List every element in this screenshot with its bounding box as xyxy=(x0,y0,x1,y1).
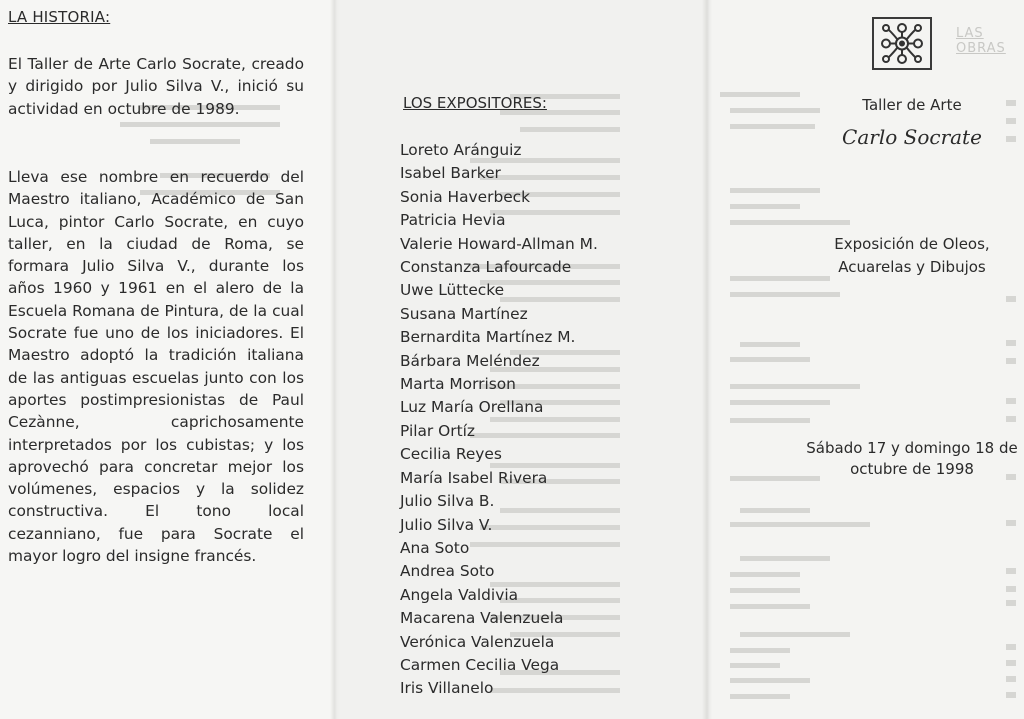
exhibitor-name: Verónica Valenzuela xyxy=(400,632,555,651)
exhibitor-name: María Isabel Rivera xyxy=(400,468,548,487)
history-paragraph-2: Lleva ese nombre en recuerdo del Maestro italiano, Académico de San Luca, pintor Carlo Socrate, en cuyo taller, en la ciudad de Roma, se formara Julio Silva V., durante los años 1960 y 1961 en el alero de la Escuela Romana de Pintura, de la cual Socrate fue uno de los iniciadores. El Maestro adoptó la tradición italiana de las antiguas escuelas junto con los aportes postimpresionistas de Paul Cezànne, caprichosamente interpretados por los cubistas; y los aprovechó para concretar mejor los volúmenes, espacios y la solidez constructiva. El tono local cezanniano, fue para Socrate el mayor logro del insigne francés. xyxy=(8,168,304,566)
exhibitor-name: Susana Martínez xyxy=(400,304,528,323)
history-paragraph-1: El Taller de Arte Carlo Socrate, creado y dirigido por Julio Silva V., inició su actividad en octubre de 1989. xyxy=(8,55,304,118)
exhibitor-name: Valerie Howard-Allman M. xyxy=(400,234,598,253)
exhibition-title-line-1: Exposición de Oleos, xyxy=(834,235,990,253)
exhibitor-name: Andrea Soto xyxy=(400,562,495,581)
exhibitor-name: Iris Villanelo xyxy=(400,679,494,698)
exhibitors-heading: LOS EXPOSITORES: xyxy=(403,94,547,112)
exhibition-date-line-1: Sábado 17 y domingo 18 de xyxy=(806,439,1018,457)
exhibitor-name: Bernardita Martínez M. xyxy=(400,328,576,347)
exhibitor-name: Macarena Valenzuela xyxy=(400,609,564,628)
exhibition-title-line-2: Acuarelas y Dibujos xyxy=(838,258,986,276)
history-heading: LA HISTORIA: xyxy=(8,8,111,26)
exhibitor-name: Ana Soto xyxy=(400,538,470,557)
exhibitor-name: Julio Silva V. xyxy=(400,515,493,534)
exhibitor-name: Uwe Lüttecke xyxy=(400,281,505,300)
exhibitor-name: Sonia Haverbeck xyxy=(400,187,531,206)
exhibitor-name: Isabel Barker xyxy=(400,164,501,183)
exhibitor-name: Loreto Aránguiz xyxy=(400,141,522,159)
obras-heading-bleed: LAS OBRAS xyxy=(956,26,1006,56)
exhibitor-name: Patricia Hevia xyxy=(400,211,506,230)
exhibitor-name: Cecilia Reyes xyxy=(400,445,502,464)
workshop-name: Carlo Socrate xyxy=(842,125,982,149)
exhibitor-name: Bárbara Meléndez xyxy=(400,351,540,370)
exhibitor-name: Luz María Orellana xyxy=(400,398,544,417)
exhibitor-name: Julio Silva B. xyxy=(400,492,495,511)
exhibition-date-line-2: octubre de 1998 xyxy=(850,460,974,478)
exhibitor-name: Carmen Cecilia Vega xyxy=(400,655,560,674)
exhibitors-list xyxy=(400,139,598,701)
exhibitor-name: Constanza Lafourcade xyxy=(400,258,572,277)
exhibitor-name: Angela Valdivia xyxy=(400,585,519,604)
ornamental-cross-logo-icon xyxy=(872,17,932,70)
exhibitor-name: Marta Morrison xyxy=(400,375,516,394)
exhibitor-name: Pilar Ortíz xyxy=(400,421,475,440)
workshop-title: Taller de Arte xyxy=(862,96,962,114)
